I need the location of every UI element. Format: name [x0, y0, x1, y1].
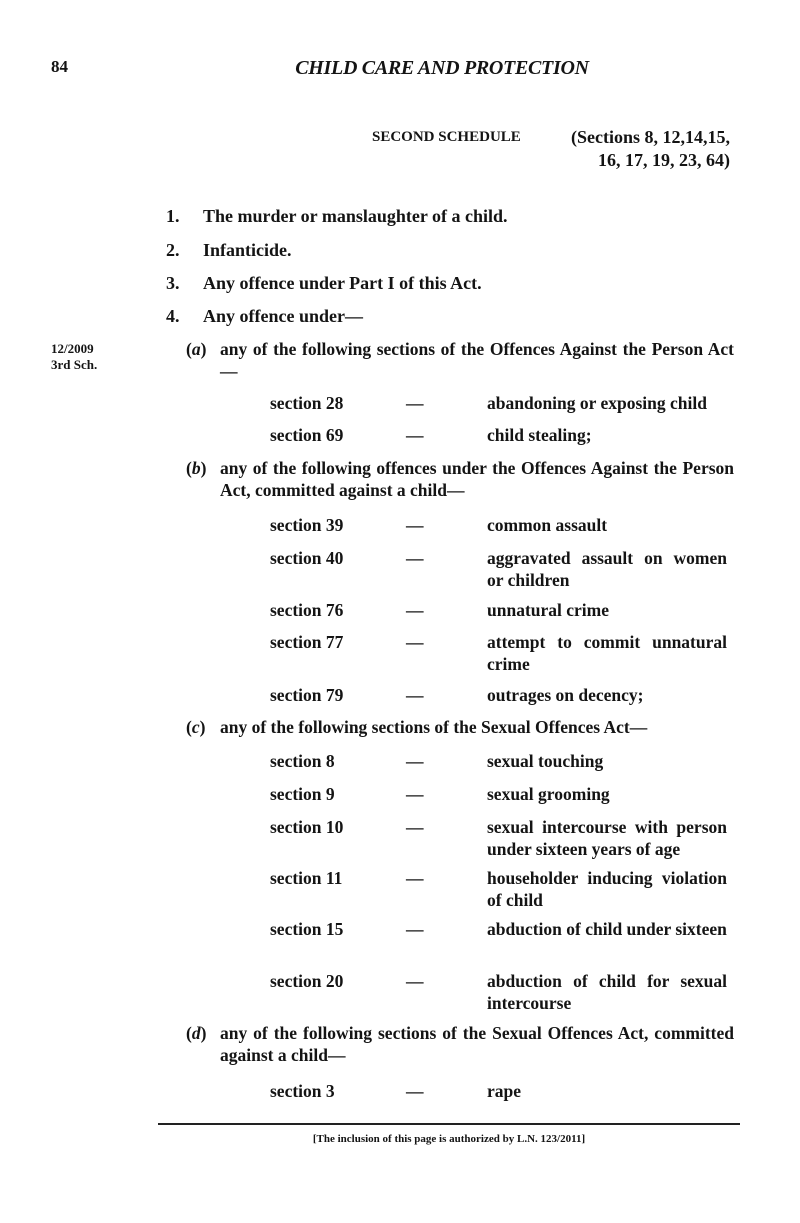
page-number: 84 — [51, 57, 68, 76]
section-ref: section 8 — [270, 751, 335, 771]
item-number: 1. — [166, 206, 180, 226]
sub-item-d — [186, 1022, 734, 1066]
list-item — [166, 306, 363, 327]
offence-description: rape — [487, 1081, 522, 1101]
schedule-title: SECOND SCHEDULE — [372, 129, 521, 145]
dash: — — [406, 868, 424, 888]
footer-rule — [158, 1123, 740, 1125]
item-number: 4. — [166, 306, 180, 326]
section-ref: section 20 — [270, 971, 344, 991]
offence-description: sexual touching — [487, 751, 604, 771]
sub-text: any of the following sections of the Sexual Offences Act— — [220, 717, 648, 737]
offence-description: householder inducing violation of child — [487, 868, 727, 910]
sub-item-a — [186, 338, 734, 382]
offence-description: sexual intercourse with person under sixteen years of age — [487, 817, 727, 859]
offence-description: abandoning or exposing child — [487, 393, 707, 413]
offence-description: abduction of child for sexual intercourse — [487, 971, 727, 1013]
margin-note — [51, 341, 97, 373]
dash: — — [406, 548, 424, 568]
item-text: Infanticide. — [203, 240, 292, 260]
offence-description: attempt to commit unnatural crime — [487, 632, 727, 674]
offence-description: aggravated assault on women or children — [487, 548, 727, 590]
section-ref: section 10 — [270, 817, 344, 837]
offence-description: abduction of child under sixteen — [487, 919, 727, 939]
section-ref: section 40 — [270, 548, 344, 568]
dash: — — [406, 425, 424, 445]
dash: — — [406, 685, 424, 705]
section-ref: section 11 — [270, 868, 343, 888]
offence-description: outrages on decency; — [487, 685, 644, 705]
section-ref: section 69 — [270, 425, 344, 445]
section-ref: section 79 — [270, 685, 344, 705]
offence-description: unnatural crime — [487, 600, 610, 620]
offence-description: child stealing; — [487, 425, 592, 445]
dash: — — [406, 751, 424, 771]
section-ref: section 39 — [270, 515, 344, 535]
sections-ref-line-1: (Sections 8, 12,14,15, — [571, 127, 730, 147]
sub-label: (b) — [186, 458, 207, 478]
margin-note-line-1: 12/2009 — [51, 341, 94, 356]
dash: — — [406, 393, 424, 413]
dash: — — [406, 784, 424, 804]
sections-ref-line-2: 16, 17, 19, 23, 64) — [598, 150, 730, 170]
item-text: Any offence under— — [203, 306, 363, 326]
dash: — — [406, 817, 424, 837]
item-number: 3. — [166, 273, 180, 293]
section-ref: section 28 — [270, 393, 344, 413]
sub-item-c — [186, 716, 734, 738]
sub-text: any of the following offences under the Offences Against the Person Act, committed against a child— — [220, 458, 734, 500]
schedule-sections-ref — [571, 126, 730, 172]
sub-text: any of the following sections of the Sexual Offences Act, committed against a child— — [220, 1023, 734, 1065]
sub-item-b — [186, 457, 734, 501]
item-text: Any offence under Part I of this Act. — [203, 273, 482, 293]
list-item — [166, 240, 292, 261]
section-ref: section 3 — [270, 1081, 335, 1101]
item-number: 2. — [166, 240, 180, 260]
dash: — — [406, 632, 424, 652]
dash: — — [406, 971, 424, 991]
dash: — — [406, 1081, 424, 1101]
item-text: The murder or manslaughter of a child. — [203, 206, 508, 226]
offence-description: common assault — [487, 515, 608, 535]
sub-text: any of the following sections of the Offences Against the Person Act— — [220, 339, 734, 381]
dash: — — [406, 515, 424, 535]
section-ref: section 77 — [270, 632, 344, 652]
section-ref: section 15 — [270, 919, 344, 939]
section-ref: section 76 — [270, 600, 344, 620]
footer-note: [The inclusion of this page is authorized by L.N. 123/2011] — [312, 1133, 586, 1145]
section-ref: section 9 — [270, 784, 335, 804]
sub-label: (a) — [186, 339, 207, 359]
sub-label: (c) — [186, 717, 206, 737]
margin-note-line-2: 3rd Sch. — [51, 357, 98, 372]
running-head: CHILD CARE AND PROTECTION — [295, 57, 589, 79]
sub-label: (d) — [186, 1023, 207, 1043]
dash: — — [406, 600, 424, 620]
offence-description: sexual grooming — [487, 784, 610, 804]
dash: — — [406, 919, 424, 939]
list-item — [166, 206, 508, 227]
list-item — [166, 273, 482, 294]
